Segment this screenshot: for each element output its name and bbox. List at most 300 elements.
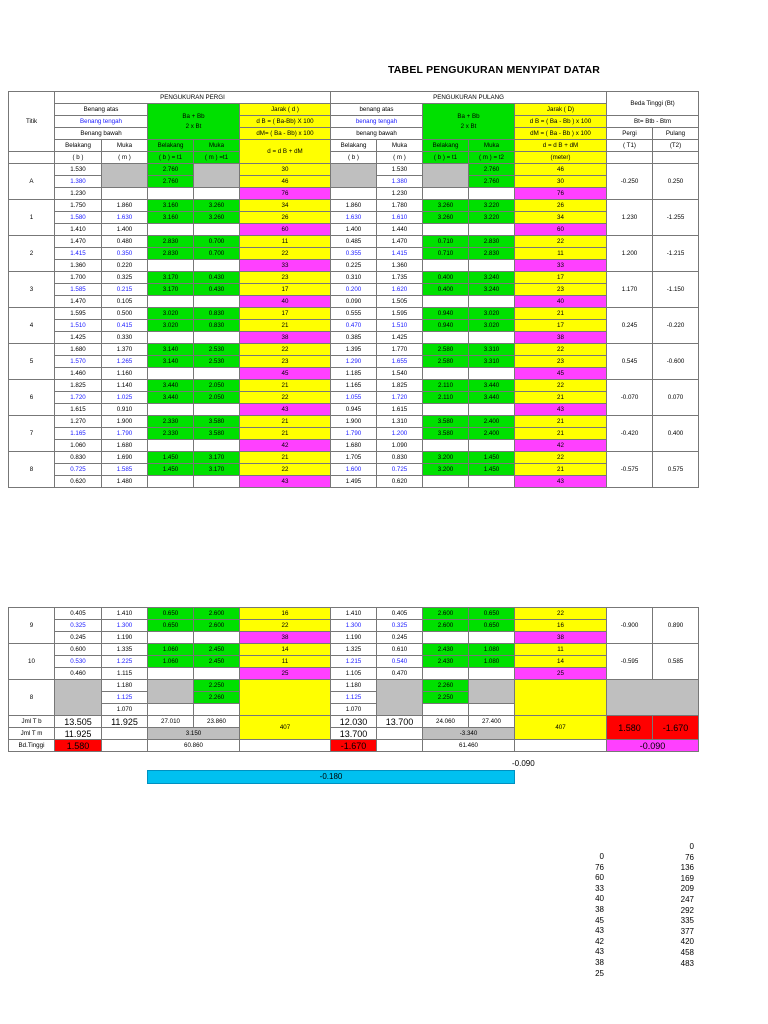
cell: 60: [240, 224, 331, 236]
cell: 21: [515, 416, 607, 428]
header-muka-g: Muka: [194, 140, 240, 152]
row-titik: 1: [9, 200, 55, 236]
cell: 45: [515, 368, 607, 380]
cell: 38: [240, 632, 331, 644]
header-d-sum-pulang: d = d B + dM: [515, 140, 607, 152]
cell: 2.530: [194, 344, 240, 356]
header-pulang-col: Pulang: [653, 128, 699, 140]
cell: 21: [240, 380, 331, 392]
cell-blank: [377, 680, 423, 716]
cell: 0.710: [423, 236, 469, 248]
cell: 17: [515, 320, 607, 332]
cell: 0.600: [55, 644, 102, 656]
total-bt-t1: 1.580: [607, 716, 653, 740]
cell: 1.610: [377, 212, 423, 224]
total-q-tb-g1: 24.060: [423, 716, 469, 728]
cell: 2.110: [423, 380, 469, 392]
cell-blank: [102, 188, 148, 200]
cell-blank: [469, 188, 515, 200]
cell: 0.070: [653, 380, 699, 416]
cell: -0.600: [653, 344, 699, 380]
table-row: [9, 308, 699, 320]
cell: 0.710: [423, 248, 469, 260]
cell-blank: [194, 188, 240, 200]
cell: 0.830: [194, 320, 240, 332]
cell: 1.410: [55, 224, 102, 236]
total-q-sum-d: 407: [515, 716, 607, 740]
cell: 0.650: [148, 608, 194, 620]
cell: 33: [515, 260, 607, 272]
cell: 16: [515, 620, 607, 632]
cell: 2.760: [469, 164, 515, 176]
list-item: 420: [680, 937, 694, 947]
cell-blank: [469, 260, 515, 272]
cell: 0.725: [377, 464, 423, 476]
cell: 1.125: [331, 692, 377, 704]
cell: 2.250: [194, 680, 240, 692]
cell-blank: [102, 740, 148, 752]
cell: 46: [515, 164, 607, 176]
cell: 1.140: [102, 380, 148, 392]
cell: 0.105: [102, 296, 148, 308]
cell: 1.770: [377, 344, 423, 356]
cell-blank: [377, 728, 423, 740]
cell: 0.330: [102, 332, 148, 344]
cell: 3.260: [423, 212, 469, 224]
cell-blank: [148, 404, 194, 416]
cell: 21: [240, 416, 331, 428]
cell: 1.720: [55, 392, 102, 404]
cell: 3.220: [469, 200, 515, 212]
cell: 22: [240, 344, 331, 356]
cell: 38: [240, 332, 331, 344]
cell: 0.500: [102, 308, 148, 320]
cell: 2.530: [194, 356, 240, 368]
cell: 17: [515, 272, 607, 284]
cell: 1.680: [102, 440, 148, 452]
cell: 0.430: [194, 284, 240, 296]
cell-blank: [469, 668, 515, 680]
cell: 3.440: [148, 392, 194, 404]
cell-blank: [423, 164, 469, 188]
cell: 0.650: [469, 620, 515, 632]
cell-blank: [148, 296, 194, 308]
cell: 30: [240, 164, 331, 176]
cell: 3.140: [148, 356, 194, 368]
total-tb-g2: 23.860: [194, 716, 240, 728]
cell-blank: [423, 188, 469, 200]
cell: 1.460: [55, 368, 102, 380]
list-item: 60: [595, 873, 604, 883]
cell: 1.510: [55, 320, 102, 332]
cell: 0.325: [377, 620, 423, 632]
cell: 0.215: [102, 284, 148, 296]
cell-blank: [423, 260, 469, 272]
cell: 1.410: [331, 608, 377, 620]
cell: 23: [240, 356, 331, 368]
cell: 1.025: [102, 392, 148, 404]
total-bd-b: 1.580: [55, 740, 102, 752]
cell: 1.585: [102, 464, 148, 476]
cell: 2.260: [194, 692, 240, 704]
total-tb-m: 11.925: [102, 716, 148, 728]
cell: 21: [515, 392, 607, 404]
cell: 0.485: [331, 236, 377, 248]
cell: 23: [515, 356, 607, 368]
cell: 1.105: [331, 668, 377, 680]
cell: 0.945: [331, 404, 377, 416]
cell: 2.600: [194, 620, 240, 632]
cell-blank: [148, 440, 194, 452]
distance-list: [580, 852, 604, 979]
cell: 21: [240, 428, 331, 440]
header-muka-pulang: Muka: [377, 140, 423, 152]
cell: 2.830: [469, 236, 515, 248]
cell: 1.185: [331, 368, 377, 380]
cell: 0.700: [194, 236, 240, 248]
cell: 1.480: [102, 476, 148, 488]
table-row: [9, 416, 699, 428]
cell: 0.830: [194, 308, 240, 320]
cell: 22: [515, 608, 607, 620]
cell: 1.300: [102, 620, 148, 632]
header-mt2-pulang: ( m ) = t2: [469, 152, 515, 164]
cell: 1.595: [377, 308, 423, 320]
cell: 3.310: [469, 356, 515, 368]
list-item: 169: [680, 873, 694, 883]
cell: 1.190: [331, 632, 377, 644]
cell: 1.735: [377, 272, 423, 284]
cell: 3.170: [148, 272, 194, 284]
list-item: 292: [680, 905, 694, 915]
cell: 0.610: [377, 644, 423, 656]
list-item: 0: [689, 842, 694, 851]
cell-blank: [194, 260, 240, 272]
cell-blank: [607, 680, 699, 716]
cell: 1.450: [469, 464, 515, 476]
header-titik: Titik: [9, 92, 55, 152]
cell: 1.415: [55, 248, 102, 260]
cell: 3.170: [148, 284, 194, 296]
list-item: 0: [599, 852, 604, 861]
cell: 1.860: [331, 200, 377, 212]
cell: 2.600: [423, 620, 469, 632]
total-tb-b: 13.505: [55, 716, 102, 728]
cell: 1.615: [55, 404, 102, 416]
cell-blank: [194, 440, 240, 452]
cell: 1.570: [55, 356, 102, 368]
list-item: 76: [595, 862, 604, 872]
cell: 1.090: [377, 440, 423, 452]
cell-blank: [194, 368, 240, 380]
cell: 1.580: [55, 212, 102, 224]
header-muka-g-pulang: Muka: [469, 140, 515, 152]
cell: 22: [240, 620, 331, 632]
cell: 25: [515, 668, 607, 680]
cell: 3.240: [469, 272, 515, 284]
cell: 1.720: [377, 392, 423, 404]
list-item: 335: [680, 916, 694, 926]
cell: 2.250: [423, 692, 469, 704]
cell: 1.270: [55, 416, 102, 428]
table-row: [9, 452, 699, 464]
cell: 0.530: [55, 656, 102, 668]
cell: 1.070: [102, 704, 148, 716]
cell: 0.225: [331, 260, 377, 272]
cell-blank: [423, 704, 469, 716]
list-item: 43: [595, 947, 604, 957]
cell: 60: [515, 224, 607, 236]
cell: -0.070: [607, 380, 653, 416]
cell: 1.655: [377, 356, 423, 368]
list-item: 247: [680, 894, 694, 904]
cell: 2.050: [194, 380, 240, 392]
list-item: 43: [595, 926, 604, 936]
cell: 1.290: [331, 356, 377, 368]
cell: -0.575: [607, 452, 653, 488]
cell-blank: [469, 632, 515, 644]
cell: 0.400: [653, 416, 699, 452]
list-item: 42: [595, 936, 604, 946]
cell: 33: [240, 260, 331, 272]
cell: 0.405: [55, 608, 102, 620]
cell: 1.165: [331, 380, 377, 392]
side-value: -0.090: [512, 759, 535, 768]
cell: 14: [515, 656, 607, 668]
total-q-tb-m: 13.700: [377, 716, 423, 728]
cell: 0.090: [331, 296, 377, 308]
cell: 2.580: [423, 356, 469, 368]
cell-blank: [423, 368, 469, 380]
table-row: [9, 380, 699, 392]
cell: 1.690: [102, 452, 148, 464]
total-q-bd-b: -1.670: [331, 740, 377, 752]
header-benang-tengah-pulang: benang tengah: [331, 116, 423, 128]
total-q-tb-g2: 27.400: [469, 716, 515, 728]
total-sum-d: 407: [240, 716, 331, 740]
cell: 2.600: [423, 608, 469, 620]
cumulative-distance-list: [660, 842, 694, 969]
cell: 0.910: [102, 404, 148, 416]
cell: 11: [515, 248, 607, 260]
cell: 43: [515, 404, 607, 416]
cell: 0.355: [331, 248, 377, 260]
cell: 22: [240, 464, 331, 476]
cell-blank: [377, 740, 423, 752]
cell: 21: [240, 320, 331, 332]
cell: 42: [240, 440, 331, 452]
cell: 0.830: [55, 452, 102, 464]
cell: 3.140: [148, 344, 194, 356]
cell-blank: [469, 680, 515, 704]
header-b-pulang: ( b ): [331, 152, 377, 164]
cell: 3.160: [148, 212, 194, 224]
total-q-bd-g: 61.460: [423, 740, 515, 752]
cell: 0.545: [607, 344, 653, 380]
cell: 3.580: [423, 428, 469, 440]
cell: 2.110: [423, 392, 469, 404]
cell: 3.160: [148, 200, 194, 212]
cell: 11: [240, 236, 331, 248]
label-jml-tb: Jml T b: [9, 716, 55, 728]
measurement-table-continued: [8, 607, 699, 752]
cell: 0.220: [102, 260, 148, 272]
cell: 1.425: [55, 332, 102, 344]
cell: 0.250: [653, 164, 699, 200]
cell-blank: [148, 632, 194, 644]
cell: 1.530: [55, 164, 102, 176]
cell: 1.400: [102, 224, 148, 236]
table-row: [9, 644, 699, 656]
cell: 1.825: [377, 380, 423, 392]
total-q-tb-b: 12.030: [331, 716, 377, 728]
header-blank: [9, 152, 55, 164]
cell-blank: [102, 728, 148, 740]
cell: 0.385: [331, 332, 377, 344]
cell-blank: [469, 224, 515, 236]
table-row: [9, 236, 699, 248]
cell: 0.725: [55, 464, 102, 476]
cell: 0.700: [194, 248, 240, 260]
total-q-tm-b: 13.700: [331, 728, 377, 740]
header-t1: ( T1): [607, 140, 653, 152]
cell: 0.540: [377, 656, 423, 668]
header-meter: (meter): [515, 152, 607, 164]
cell: 26: [240, 212, 331, 224]
cell: 1.790: [102, 428, 148, 440]
cell-blank: [194, 404, 240, 416]
cell: -1.150: [653, 272, 699, 308]
cell: 0.245: [55, 632, 102, 644]
cell: 2.050: [194, 392, 240, 404]
row-titik: 4: [9, 308, 55, 344]
cell-blank: [55, 680, 102, 716]
cell: 0.325: [102, 272, 148, 284]
cell-blank: [148, 188, 194, 200]
cell: 1.395: [331, 344, 377, 356]
cell: 1.630: [331, 212, 377, 224]
row-titik: 3: [9, 272, 55, 308]
cell: 2.600: [194, 608, 240, 620]
table-row: [9, 608, 699, 620]
cell: 3.200: [423, 452, 469, 464]
cell: 22: [240, 248, 331, 260]
cell: 0.555: [331, 308, 377, 320]
cell: 1.325: [331, 644, 377, 656]
cell: 76: [240, 188, 331, 200]
header-benang-bawah-pulang: benang bawah: [331, 128, 423, 140]
header-blank-t1: [607, 152, 653, 164]
cell: 1.450: [148, 452, 194, 464]
cell: 21: [515, 308, 607, 320]
cell-blank: [194, 224, 240, 236]
cell: 1.215: [331, 656, 377, 668]
total-bt-diff: -0.090: [607, 740, 699, 752]
cell: 1.595: [55, 308, 102, 320]
cell-blank: [423, 632, 469, 644]
cell-blank: [423, 440, 469, 452]
cell: 0.245: [607, 308, 653, 344]
cell: 0.890: [653, 608, 699, 644]
cell: 0.460: [55, 668, 102, 680]
total-tm-b: 11.925: [55, 728, 102, 740]
cell: 1.335: [102, 644, 148, 656]
cell: 30: [515, 176, 607, 188]
cell: 76: [515, 188, 607, 200]
cell-blank: [240, 680, 331, 716]
cell: 23: [515, 284, 607, 296]
measurement-table: [8, 91, 699, 488]
header-db-formula-pulang: d B = ( Ba - Bb ) x 100: [515, 116, 607, 128]
header-m: ( m ): [102, 152, 148, 164]
cell-blank: [240, 740, 331, 752]
cell: 1.060: [148, 644, 194, 656]
list-item: 377: [680, 926, 694, 936]
cell: 1.450: [148, 464, 194, 476]
cell: 1.410: [102, 608, 148, 620]
cell: 3.440: [148, 380, 194, 392]
cell: 1.180: [331, 680, 377, 692]
cell-blank: [469, 368, 515, 380]
cell: 16: [240, 608, 331, 620]
header-pulang: PENGUKURAN PULANG: [331, 92, 607, 104]
cell: 45: [240, 368, 331, 380]
cell: 1.425: [377, 332, 423, 344]
cell: 1.620: [377, 284, 423, 296]
cell: 34: [240, 200, 331, 212]
cell: 1.225: [102, 656, 148, 668]
cell: 46: [240, 176, 331, 188]
header-belakang-g: Belakang: [148, 140, 194, 152]
cell: 25: [240, 668, 331, 680]
cell: 22: [515, 380, 607, 392]
cell-blank: [469, 476, 515, 488]
cell: 1.080: [469, 656, 515, 668]
cell: 1.060: [148, 656, 194, 668]
cell: 38: [515, 332, 607, 344]
cell: 17: [240, 284, 331, 296]
cell-blank: [515, 740, 607, 752]
cell: 11: [240, 656, 331, 668]
header-jarak-D: Jarak ( D): [515, 104, 607, 116]
cell: 0.650: [148, 620, 194, 632]
cell: 0.245: [377, 632, 423, 644]
cell: 1.470: [377, 236, 423, 248]
header-jarak-d: Jarak ( d ): [240, 104, 331, 116]
cell: 2.760: [469, 176, 515, 188]
cell: 3.020: [148, 308, 194, 320]
cell-blank: [194, 296, 240, 308]
cell: 1.630: [102, 212, 148, 224]
cell: 1.200: [377, 428, 423, 440]
cell-blank: [515, 680, 607, 716]
header-bt1: ( b ) = t1: [148, 152, 194, 164]
cell: 2.430: [423, 656, 469, 668]
cell: 1.080: [469, 644, 515, 656]
cell: 1.070: [331, 704, 377, 716]
header-dm-formula: dM= ( Ba - Bb) x 100: [240, 128, 331, 140]
cell: 21: [515, 428, 607, 440]
total-q-tm-g: -3.340: [423, 728, 515, 740]
table-row: [9, 164, 699, 176]
cell: 2.830: [148, 236, 194, 248]
cell-blank: [469, 332, 515, 344]
cell: 1.600: [331, 464, 377, 476]
header-pergi: PENGUKURAN PERGI: [55, 92, 331, 104]
cell: 1.310: [377, 416, 423, 428]
header-belakang: Belakang: [55, 140, 102, 152]
list-item: 76: [685, 852, 694, 862]
